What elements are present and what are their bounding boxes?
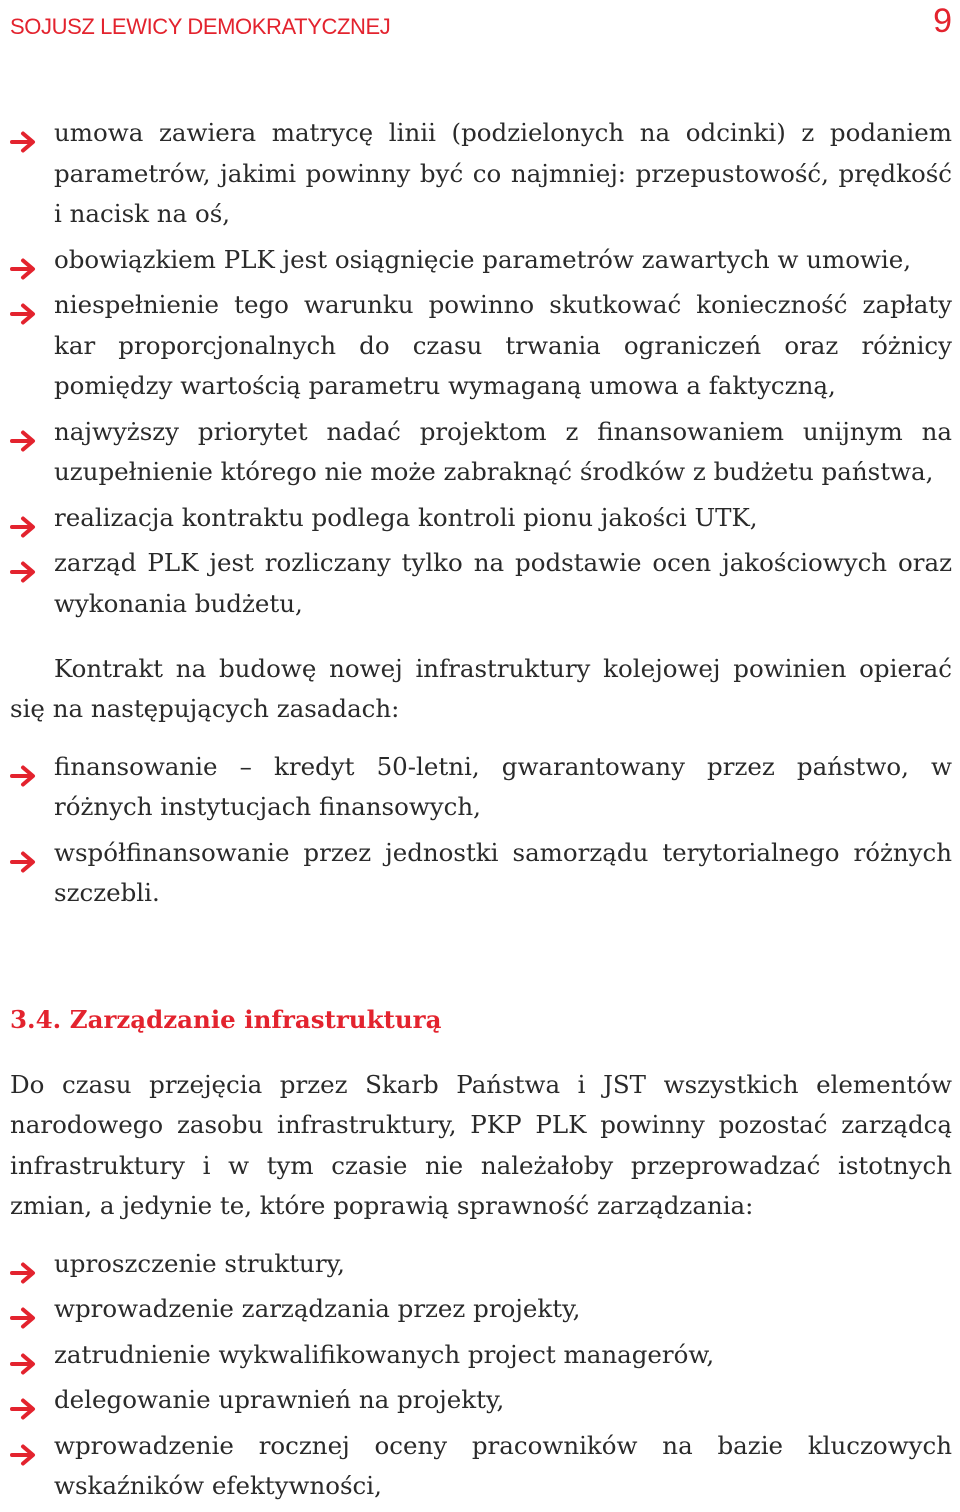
list-item-text: delegowanie uprawnień na projekty, [54, 1385, 505, 1414]
page-header [10, 2, 952, 42]
list-item [10, 1426, 952, 1507]
arrow-right-icon [10, 252, 37, 274]
paragraph-contract-principles: Kontrakt na budowę nowej infrastruktury kolejowej powinien opierać się na następujących zasadach: [10, 653, 952, 723]
arrow-right-icon [10, 1392, 37, 1414]
list-item-text: uproszczenie struktury, [54, 1248, 345, 1278]
list-item [10, 285, 952, 407]
list-item-text: zarząd PLK jest rozliczany tylko na podstawie ocen jakościowych oraz wykonania budżetu, [54, 548, 952, 618]
header-title: SOJUSZ LEWICY DEMOKRATYCZNEJ [10, 14, 391, 39]
list-item-text: realizacja kontraktu podlega kontroli pionu jakości UTK, [54, 502, 758, 532]
list-item [10, 412, 952, 493]
list-item-text: wprowadzenie rocznej oceny pracowników na bazie kluczowych wskaźników efektywności, [54, 1430, 952, 1500]
list-item [10, 1335, 952, 1376]
bullet-list-management-changes [10, 1244, 952, 1507]
page-number: 9 [933, 2, 952, 40]
arrow-right-icon [10, 424, 37, 446]
arrow-right-icon [10, 1301, 37, 1323]
paragraph-management: Do czasu przejęcia przez Skarb Państwa i JST wszystkich elementów narodowego zasobu infrastruktury, PKP PLK powinny pozostać zarządcą infrastruktury i w tym czasie nie należałoby przeprowadzać istotnych zmian, a jedynie te, które poprawią sprawność zarządzania: [10, 1069, 952, 1220]
arrow-right-icon [10, 1438, 37, 1460]
arrow-right-icon [10, 1347, 37, 1369]
list-item-text: wprowadzenie zarządzania przez projekty, [54, 1294, 581, 1323]
list-item-text: współfinansowanie przez jednostki samorządu terytorialnego różnych szczebli. [54, 837, 952, 907]
list-item [10, 498, 952, 539]
list-item-text: obowiązkiem PLK jest osiągnięcie parametrów zawartych w umowie, [54, 244, 912, 274]
list-item [10, 113, 952, 235]
list-item [10, 833, 952, 914]
arrow-right-icon [10, 555, 37, 577]
bullet-list-financing [10, 747, 952, 914]
bullet-list-contract-terms [10, 113, 952, 624]
section-heading [10, 1000, 952, 1041]
list-item [10, 747, 952, 828]
list-item [10, 1244, 952, 1285]
list-item-text: najwyższy priorytet nadać projektom z finansowaniem unijnym na uzupełnienie którego nie może zabraknąć środków z budżetu państwa, [54, 416, 952, 486]
list-item [10, 240, 952, 281]
list-item [10, 1289, 952, 1330]
list-item-text: finansowanie – kredyt 50-letni, gwarantowany przez państwo, w różnych instytucjach finansowych, [54, 751, 952, 821]
list-item-text: zatrudnienie wykwalifikowanych project managerów, [54, 1339, 715, 1369]
section-title: Zarządzanie infrastrukturą [69, 1004, 442, 1034]
list-item [10, 1380, 952, 1421]
arrow-right-icon [10, 510, 37, 532]
list-item-text: niespełnienie tego warunku powinno skutkować konieczność zapłaty kar proporcjonalnych do czasu trwania ograniczeń oraz różnicy pomiędzy wartością parametru wymaganą umowa a faktyczną, [54, 290, 952, 400]
arrow-right-icon [10, 125, 37, 147]
list-item-text: umowa zawiera matrycę linii (podzielonych na odcinki) z podaniem parametrów, jakimi powinny być co najmniej: przepustowość, prędkość i nacisk na oś, [54, 118, 952, 228]
list-item [10, 543, 952, 624]
section-number: 3.4. [10, 1004, 62, 1034]
page-content [10, 113, 952, 1512]
arrow-right-icon [10, 845, 37, 867]
arrow-right-icon [10, 759, 37, 781]
arrow-right-icon [10, 297, 37, 319]
arrow-right-icon [10, 1256, 37, 1278]
